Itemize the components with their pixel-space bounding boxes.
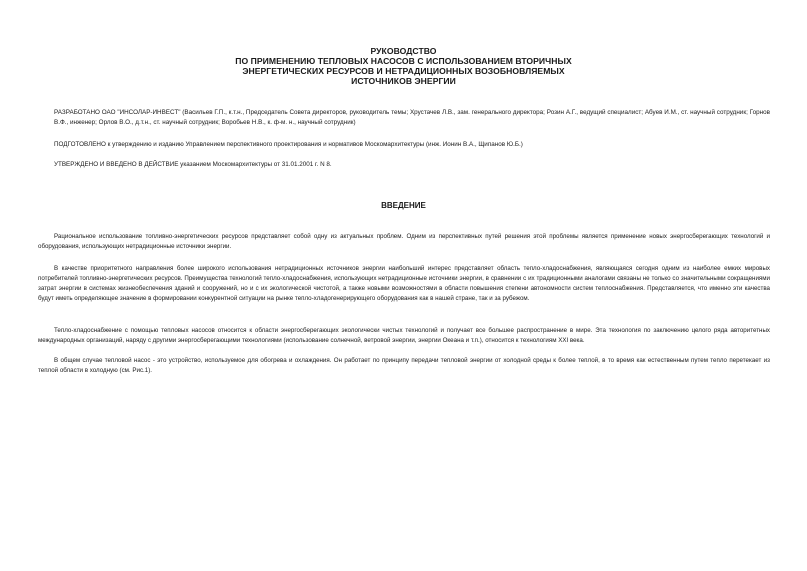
section-heading-introduction: ВВЕДЕНИЕ: [381, 201, 426, 210]
intro-paragraph-3: Тепло-хладоснабжение с помощью тепловых насосов относится к области энергосберегающих экологически чистых технологий и получает все большее распространение в мире. Эта технология по заключению целого ряда авторитетных международных организаций, наряду с другими энергосберегающими технологиями (использование солнечной, ветровой энергии, энергии Океана и т.п.), относится к технологиям XXI века.: [38, 327, 770, 344]
intro-paragraph-4: В общем случае тепловой насос - это устройство, используемое для обогрева и охлаждения. Он работает по принципу передачи тепловой энергии от холодной среды к более теплой, в то время как естественным путем тепло перетекает из теплой области в холодную (см. Рис.1).: [38, 357, 770, 374]
title-line-2: ПО ПРИМЕНЕНИЮ ТЕПЛОВЫХ НАСОСОВ С ИСПОЛЬЗОВАНИЕМ ВТОРИЧНЫХ: [235, 56, 572, 66]
intro-paragraph-2: В качестве приоритетного направления более широкого использования нетрадиционных источников энергии наибольший интерес представляет область тепло-хладоснабжения, являющаяся сегодня одним из наиболее емких мировых потребителей топливно-энергетических ресурсов. Преимущества технологий тепло-хладоснабжения, использующих нетрадиционные источники энергии, в сравнении с их традиционными аналогами связаны не только со значительными сокращениями затрат энергии в системах жизнеобеспечения зданий и сооружений, но и с их экологической чистотой, а также новыми возможностями в области повышения степени автономности систем теплоснабжения. Представляется, что именно эти качества будут иметь определяющее значение в формировании конкурентной ситуации на рынке тепло-хладогенерирующего оборудования как в нашей стране, так и за рубежом.: [38, 265, 770, 302]
developed-by-text: РАЗРАБОТАНО ОАО "ИНСОЛАР-ИНВЕСТ" (Васильев Г.П., к.т.н., Председатель Совета директоров, руководитель темы; Хрустачев Л.В., зам. генерального директора; Розин А.Г., ведущий специалист; Абуев И.М., ст. научный сотрудник; Горнов В.Ф., инженер; Орлов В.О., д.т.н., ст. научный сотрудник; Воробьев Н.В., к. ф-м. н., научный сотрудник): [54, 109, 770, 126]
title-line-3: ЭНЕРГЕТИЧЕСКИХ РЕСУРСОВ И НЕТРАДИЦИОННЫХ ВОЗОБНОВЛЯЕМЫХ: [242, 66, 565, 76]
document-title: [150, 46, 657, 86]
approved-text: УТВЕРЖДЕНО И ВВЕДЕНО В ДЕЙСТВИЕ указанием Москомархитектуры от 31.01.2001 г. N 8.: [54, 161, 332, 168]
prepared-by-text: ПОДГОТОВЛЕНО к утверждению и изданию Управлением перспективного проектирования и нормативов Москомархитектуры (инж. Ионин В.А., Щипанов Ю.Б.): [54, 141, 523, 148]
intro-paragraph-1: Рациональное использование топливно-энергетических ресурсов представляет собой одну из актуальных проблем. Одним из перспективных путей решения этой проблемы является применение новых энергосберегающих технологий и оборудования, использующих нетрадиционные источники энергии.: [38, 233, 770, 250]
title-line-1: РУКОВОДСТВО: [370, 46, 437, 56]
title-line-4: ИСТОЧНИКОВ ЭНЕРГИИ: [351, 76, 456, 86]
